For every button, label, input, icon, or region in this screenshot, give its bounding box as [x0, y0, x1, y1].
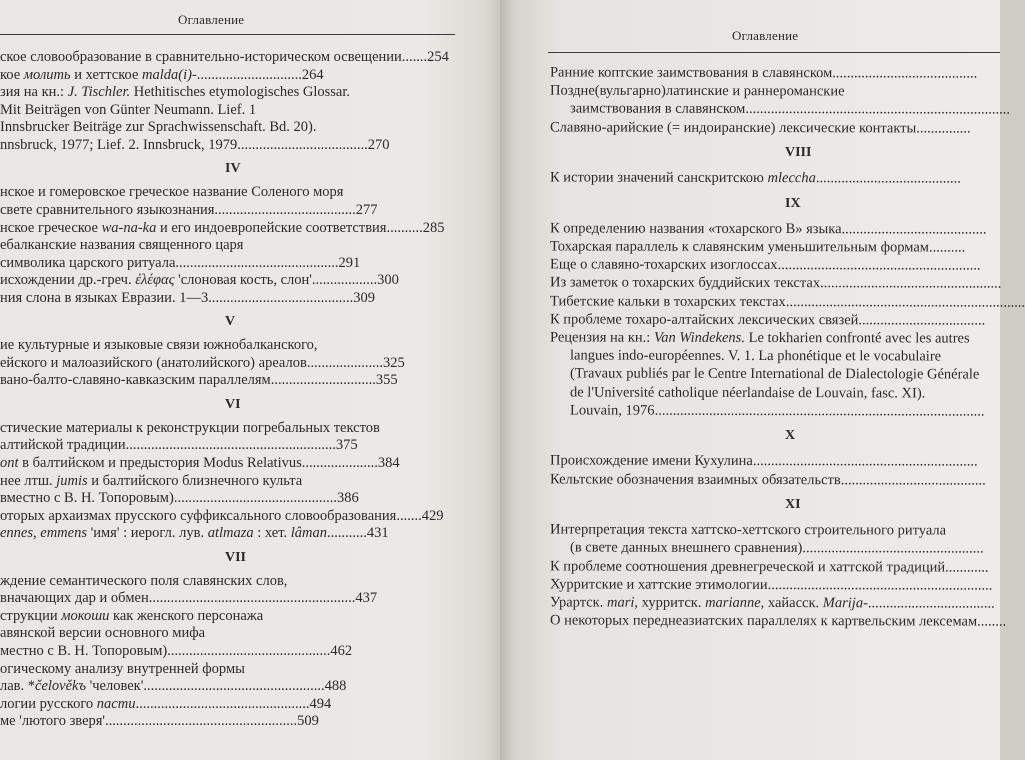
toc-dot-leader: ........................................ — [815, 170, 961, 187]
left-running-head: Оглавление — [178, 12, 245, 27]
toc-dot-leader: ............................. — [270, 372, 376, 389]
toc-entry[interactable] — [0, 677, 346, 695]
toc-entry[interactable] — [0, 118, 317, 136]
toc-entry-text: Innsbrucker Beiträge zur Sprachwissenschaft. Bd. 20). — [0, 119, 317, 136]
toc-entry-text: Хурритские и хаттские этимологии — [549, 576, 768, 593]
toc-entry[interactable] — [550, 452, 978, 471]
toc-dot-leader: .................................................. — [143, 678, 325, 695]
toc-entry-text: Louvain, 1976 — [569, 402, 655, 419]
toc-entry-text: de l'Université catholique néerlandaise de Louvain, fasc. XI). — [569, 384, 926, 402]
toc-entry-text: Славяно-арийские (= индоиранские) лексические контакты — [549, 119, 917, 137]
toc-page-number: 355 — [375, 372, 398, 389]
toc-entry[interactable] — [0, 524, 389, 542]
toc-entry-text: оторых архаизмах прусского суффиксального словообразования — [0, 507, 397, 524]
toc-page-number: 270 — [367, 137, 390, 153]
toc-page-number: 384 — [377, 454, 400, 471]
toc-dot-leader: ..................... — [306, 354, 383, 371]
toc-page-number: 375 — [335, 437, 358, 454]
toc-entry-text: К определению названия «тохарского В» языка — [549, 220, 842, 237]
toc-page-number: 509 — [297, 713, 319, 730]
toc-entry-text: nnsbruck, 1977; Lief. 2. Innsbruck, 1979 — [0, 137, 238, 153]
section-heading: IX — [785, 195, 801, 211]
toc-entry[interactable] — [0, 507, 443, 525]
toc-entry-text: Рецензия на кн.: — [549, 329, 654, 346]
toc-entry[interactable] — [0, 136, 389, 154]
toc-entry-italic: ennes — [0, 525, 34, 542]
toc-entry[interactable] — [0, 624, 205, 642]
toc-entry-text: Le tokharien confronté avec les autres — [744, 329, 970, 347]
toc-page-number: 437 — [355, 590, 378, 607]
toc-entry-italic: mari — [606, 594, 635, 611]
toc-entry-text: : хет. — [253, 525, 291, 542]
right-running-head: Оглавление — [732, 28, 799, 43]
toc-entry-text: ейского и малоазийского (анатолийского) ареалов — [0, 354, 307, 371]
toc-dot-leader: .......... — [386, 219, 423, 236]
toc-entry-text: (Travaux publiés par le Centre International de Dialectologie Générale — [569, 365, 980, 383]
toc-entry-text: ие культурные и языковые связи южнобалканского, — [0, 337, 318, 354]
toc-page-number: 325 — [382, 354, 405, 371]
toc-dot-leader: ............................. — [196, 66, 302, 83]
left-header-rule — [0, 34, 455, 35]
toc-entry-text: , — [33, 525, 41, 542]
toc-entry-text: вместно с В. Н. Топоровым) — [0, 490, 174, 507]
toc-entry-text: как женского персонажа — [109, 607, 264, 624]
toc-entry-text: нее лтш. — [0, 472, 57, 489]
section-heading: VII — [225, 549, 247, 565]
toc-entry-text: langues indo-européennes. V. 1. La phonétique et le vocabulaire — [569, 347, 942, 365]
toc-entry-italic: мокоши — [61, 607, 110, 624]
toc-entry[interactable] — [0, 254, 360, 272]
toc-entry-italic: mleccha — [767, 170, 816, 187]
toc-entry-text: 'человек' — [86, 678, 144, 695]
toc-entry-text: , хурритск. — [634, 594, 706, 611]
toc-dot-leader: ................................... — [858, 312, 986, 329]
toc-entry[interactable] — [550, 219, 987, 238]
toc-entry-text: и хеттское — [70, 66, 143, 83]
toc-dot-leader: .................. — [311, 272, 378, 289]
toc-entry[interactable] — [0, 219, 444, 237]
toc-dot-leader: ................................... — [867, 595, 995, 612]
toc-entry[interactable] — [550, 575, 992, 594]
toc-entry-text: Hethitisches etymologisches Glossar. — [130, 84, 351, 101]
toc-entry[interactable] — [570, 383, 925, 402]
toc-entry-text: вначающих дар и обмен — [0, 590, 149, 607]
toc-entry[interactable] — [0, 289, 375, 307]
toc-entry-text: ебалканские названия священного царя — [0, 237, 244, 254]
toc-entry-text: символика царского ритуала — [0, 254, 176, 271]
toc-page-number: 291 — [338, 254, 361, 271]
toc-entry[interactable] — [0, 336, 318, 354]
toc-entry[interactable] — [0, 183, 343, 201]
toc-page-number: 431 — [366, 525, 389, 542]
toc-page-number: 277 — [355, 201, 378, 218]
toc-entry-italic: malda(i)- — [142, 66, 197, 83]
toc-entry-italic: пасти — [96, 695, 136, 712]
toc-entry-text: местно с В. Н. Топоровым) — [0, 643, 168, 659]
toc-entry[interactable] — [0, 607, 263, 625]
toc-dot-leader: ............... — [916, 120, 971, 137]
toc-entry-italic: čelověkъ — [35, 678, 87, 695]
toc-entry-italic: atlmaza — [207, 525, 254, 542]
toc-entry-italic: lâman — [290, 525, 327, 542]
toc-entry[interactable] — [0, 354, 405, 372]
toc-page-number: 254 — [427, 49, 449, 65]
toc-dot-leader: ....... — [396, 507, 422, 524]
toc-entry-text: ское словообразование в сравнительно-историческом освещении — [0, 49, 402, 65]
toc-entry-text: Происхождение имени Кухулина — [549, 452, 753, 470]
toc-entry-text: 'имя' : иерогл. лув. — [86, 525, 208, 542]
toc-dot-leader: .............................................................. — [752, 453, 978, 470]
toc-dot-leader: ........................................ — [832, 65, 978, 82]
section-heading: V — [225, 314, 236, 330]
toc-entry[interactable] — [550, 470, 986, 489]
toc-entry-text: и его индоевропейские соответствия — [156, 219, 387, 236]
toc-entry-text: свете сравнительного языкознания — [0, 201, 215, 218]
toc-entry-text: 'слоновая кость, слон' — [174, 272, 312, 289]
toc-entry-text: кое — [0, 66, 24, 83]
toc-entry[interactable] — [550, 63, 977, 82]
toc-dot-leader: ......................................................... — [148, 590, 356, 607]
toc-page-number: 300 — [377, 272, 399, 289]
toc-page-number: 386 — [336, 490, 359, 507]
toc-entry[interactable] — [570, 539, 984, 558]
toc-dot-leader: ........................................................................................... — [654, 402, 985, 420]
toc-entry-text: заимствования в славянском — [569, 100, 746, 118]
toc-entry[interactable] — [550, 612, 1006, 631]
section-heading: VIII — [785, 145, 812, 161]
toc-dot-leader: ................................................ — [135, 695, 310, 712]
toc-entry[interactable] — [550, 82, 845, 101]
toc-entry-text: К проблеме соотношения древнегреческой и хаттской традиций — [549, 558, 946, 576]
toc-entry-text: ме 'лютого зверя' — [0, 713, 106, 730]
toc-entry[interactable] — [570, 100, 1010, 119]
toc-entry[interactable] — [550, 118, 971, 137]
toc-entry-text: нское греческое — [0, 219, 102, 236]
section-heading: VI — [225, 396, 241, 412]
toc-dot-leader: ........................................................ — [777, 257, 981, 274]
toc-entry-text: Урартск. — [549, 594, 608, 611]
toc-dot-leader: ......................................................................... — [745, 101, 1010, 118]
toc-entry-italic: ont — [0, 454, 19, 471]
toc-entry[interactable] — [0, 101, 256, 119]
toc-entry-text: Mit Beiträgen von Günter Neumann. Lief. 1 — [0, 101, 257, 118]
toc-entry-text: Кельтские обозначения взаимных обязательств — [549, 471, 841, 488]
toc-dot-leader: .................................................................. — [785, 293, 1025, 311]
toc-entry-text: авянской версии основного мифа — [0, 625, 206, 642]
toc-entry-text: струкции — [0, 607, 62, 624]
toc-entry-italic: emmens — [40, 525, 87, 542]
toc-entry[interactable] — [550, 557, 989, 576]
toc-entry[interactable] — [0, 489, 359, 507]
toc-entry[interactable] — [550, 169, 961, 188]
toc-entry-italic: ἐλέφας — [135, 272, 175, 289]
toc-entry[interactable] — [0, 201, 378, 219]
left-page — [0, 0, 500, 760]
toc-entry[interactable] — [570, 401, 984, 420]
toc-entry[interactable] — [550, 593, 995, 612]
toc-entry[interactable] — [550, 256, 981, 275]
toc-entry-text: логии русского — [0, 695, 97, 712]
toc-entry-text: Из заметок о тохарских буддийских текстах — [549, 274, 821, 292]
toc-entry-text: Поздне(вульгарно)латинские и раннероманские — [549, 82, 845, 100]
toc-dot-leader: .......................................................... — [125, 437, 336, 454]
toc-entry[interactable] — [570, 347, 941, 366]
toc-entry-italic: Marija- — [822, 595, 868, 612]
toc-dot-leader: ............................................. — [175, 254, 339, 271]
section-heading: X — [785, 428, 796, 444]
toc-entry-text: О некоторых переднеазиатских параллелях к картвельским лексемам — [549, 612, 978, 630]
toc-dot-leader: ........................................ — [841, 220, 987, 238]
toc-entry[interactable] — [0, 712, 319, 730]
toc-entry-text: ждение семантического поля славянских слов, — [0, 572, 288, 589]
toc-dot-leader: ........................................ — [208, 289, 354, 306]
toc-dot-leader: ........ — [977, 613, 1007, 630]
toc-entry[interactable] — [0, 472, 302, 490]
toc-dot-leader: ............ — [945, 559, 989, 576]
toc-entry-italic: Van Windekens. — [653, 329, 745, 346]
toc-entry[interactable] — [550, 521, 946, 540]
toc-entry-text: Еще о славяно-тохарских изоглоссах — [549, 256, 778, 274]
toc-dot-leader: .............................................................. — [767, 576, 993, 594]
toc-entry-italic: marianne — [705, 594, 761, 611]
toc-entry[interactable] — [550, 292, 1025, 311]
toc-dot-leader: ............................................. — [167, 643, 331, 659]
toc-entry-italic: jumis — [56, 472, 88, 489]
toc-entry-text: К истории значений санскритскою — [549, 169, 768, 187]
toc-page-number: 462 — [330, 643, 353, 659]
toc-entry[interactable] — [550, 237, 965, 256]
toc-page-number: 285 — [422, 219, 445, 236]
toc-entry[interactable] — [0, 48, 449, 66]
toc-dot-leader: ........... — [326, 525, 367, 542]
toc-entry-text: огическому анализу внутренней формы — [0, 660, 245, 677]
toc-page-number: 309 — [353, 289, 375, 306]
toc-page-number: 494 — [309, 695, 332, 712]
right-header-rule — [548, 52, 1000, 53]
toc-entry[interactable] — [0, 454, 400, 472]
toc-entry-italic: J. Tischler. — [67, 84, 131, 101]
toc-entry-text: нское и гомеровское греческое название Соленого моря — [0, 184, 344, 201]
toc-dot-leader: ....... — [401, 49, 428, 65]
right-page — [500, 0, 1025, 760]
toc-entry-text: в балтийском и предыстория Modus Relativus — [18, 454, 302, 471]
toc-entry-text: ния слона в языках Евразии. 1—3 — [0, 289, 209, 306]
toc-dot-leader: ........................................ — [840, 471, 986, 489]
toc-dot-leader: .................................... — [237, 137, 368, 153]
toc-entry[interactable] — [550, 310, 985, 329]
toc-entry[interactable] — [0, 66, 324, 84]
toc-dot-leader: ............................................. — [173, 490, 337, 507]
toc-entry-text: вано-балто-славяно-кавказским параллелям — [0, 372, 271, 389]
toc-entry-italic: молить — [23, 66, 71, 83]
toc-entry[interactable] — [0, 589, 377, 607]
toc-entry[interactable] — [0, 436, 358, 454]
toc-entry-text: зия на кн.: — [0, 84, 68, 101]
toc-entry[interactable] — [0, 660, 245, 678]
toc-page-number: 429 — [421, 507, 444, 524]
toc-entry[interactable] — [0, 419, 380, 437]
section-heading: IV — [225, 161, 241, 177]
toc-entry[interactable] — [0, 695, 331, 713]
toc-entry-text: алтийской традиции — [0, 437, 126, 454]
toc-dot-leader: .................................................. — [820, 275, 1002, 292]
toc-entry[interactable] — [550, 274, 1001, 293]
toc-entry-text: (в свете данных внешнего сравнения) — [569, 539, 803, 557]
toc-dot-leader: ..................................................... — [105, 713, 298, 730]
toc-entry[interactable] — [550, 328, 970, 347]
toc-entry-text: и балтийского близнечного культа — [87, 472, 303, 489]
toc-entry-text: лав. * — [0, 678, 36, 695]
toc-entry[interactable] — [0, 83, 350, 101]
toc-dot-leader: .................................................. — [802, 540, 984, 557]
toc-entry-text: , хайасск. — [760, 594, 823, 612]
toc-entry-text: Ранние коптские заимствования в славянском — [549, 64, 833, 82]
toc-entry[interactable] — [0, 236, 243, 254]
toc-entry-text: Интерпретация текста хаттско-хеттского строительного ритуала — [549, 521, 947, 539]
toc-entry[interactable] — [570, 365, 979, 384]
toc-entry[interactable] — [0, 371, 398, 389]
toc-entry-text: исхождении др.-греч. — [0, 272, 136, 289]
toc-dot-leader: .......... — [928, 239, 966, 256]
toc-entry-text: К проблеме тохаро-алтайских лексических связей — [549, 311, 859, 329]
toc-entry-text: Тибетские кальки в тохарских текстах — [549, 292, 786, 310]
toc-dot-leader: ....................................... — [214, 201, 356, 218]
toc-entry[interactable] — [0, 271, 399, 289]
toc-dot-leader: ..................... — [301, 454, 378, 471]
toc-entry-italic: wa-na-ka — [101, 219, 157, 236]
toc-page-number: 488 — [324, 678, 347, 695]
section-heading: XI — [785, 497, 801, 513]
toc-entry-text: стические материалы к реконструкции погребальных текстов — [0, 419, 380, 436]
toc-entry[interactable] — [0, 572, 287, 590]
toc-entry[interactable] — [0, 642, 352, 660]
toc-entry-text: Тохарская параллель к славянским уменьшительным формам — [549, 238, 929, 256]
toc-page-number: 264 — [301, 66, 324, 83]
